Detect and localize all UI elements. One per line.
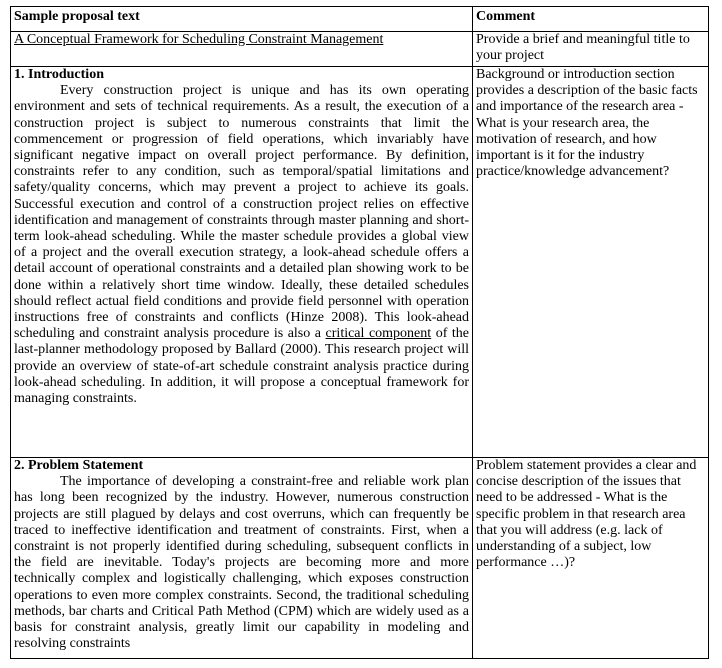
header-comment: Comment bbox=[473, 7, 709, 32]
title-comment: Provide a brief and meaningful title to your project bbox=[473, 32, 709, 67]
title-row bbox=[11, 32, 709, 67]
intro-paragraph bbox=[14, 83, 469, 407]
intro-heading: 1. Introduction bbox=[14, 67, 104, 82]
intro-text-b: of the last-planner methodology proposed by Ballard (2000). This research project will provide an overview of state-of-art schedule constraint analysis practice during look-ahead scheduling. In addition, it will propose a conceptual framework for managing constraints. bbox=[14, 326, 469, 407]
header-sample-text: Sample proposal text bbox=[11, 7, 473, 32]
problem-comment-cell bbox=[473, 458, 709, 659]
proposal-table bbox=[10, 6, 709, 659]
header-row bbox=[11, 7, 709, 32]
proposal-title: A Conceptual Framework for Scheduling Constraint Management bbox=[14, 32, 384, 47]
intro-comment: Background or introduction section provides a description of the basic facts and importance of the research area - What is your research area, the motivation of research, and how important is it for the industry practice/knowledge advancement? bbox=[476, 67, 698, 180]
intro-comment-cell bbox=[473, 67, 709, 458]
title-cell bbox=[11, 32, 473, 67]
problem-cell bbox=[11, 458, 473, 659]
intro-cell bbox=[11, 67, 473, 458]
intro-underlined-term: critical component bbox=[325, 326, 432, 342]
problem-heading: 2. Problem Statement bbox=[14, 458, 144, 473]
problem-paragraph: The importance of developing a constraint-free and reliable work plan has long been recognized by the industry. However, numerous construction projects are still plagued by delays and cost overruns, which can frequently be traced to ineffective identification and treatment of constraints. First, when a constraint is not properly identified during scheduling, subsequent conflicts in the field are inevitable. Today's projects are becoming more and more technically complex and logistically challenging, which exposes construction operations to even more complex constraints. Second, the traditional scheduling methods, bar charts and Critical Path Method (CPM) which are widely used as a basis for constraint analysis, greatly limit our capability in modeling and resolving constraints bbox=[14, 474, 469, 652]
problem-comment: Problem statement provides a clear and concise description of the issues that need to be addressed - What is the specific problem in that research area that you will address (e.g. lack of understanding of a subject, low performance …)? bbox=[476, 458, 697, 571]
intro-text-a: Every construction project is unique and has its own operating environment and sets of technical requirements. As a result, the execution of a construction project is subject to numerous constraints that limit the commencement or progression of field operations, which invariably have significant negative impact on overall project performance. By definition, constraints refer to any condition, such as temporal/spatial limitations and safety/quality concerns, which may prevent a project to achieve its goals. Successful execution and control of a construction project relies on effective identification and management of constraints through master planning and short-term look-ahead scheduling. While the master schedule provides a global view of a project and the overall execution strategy, a look-ahead schedule offers a detail account of operational constraints and a detailed plan showing work to be done within a relatively short time window. Ideally, these detailed schedules should reflect actual field conditions and provide field personnel with operation instructions free of constraints and conflicts (Hinze 2008). This look-ahead scheduling and constraint analysis procedure is also a bbox=[14, 83, 469, 342]
intro-row bbox=[11, 67, 709, 458]
problem-row bbox=[11, 458, 709, 659]
